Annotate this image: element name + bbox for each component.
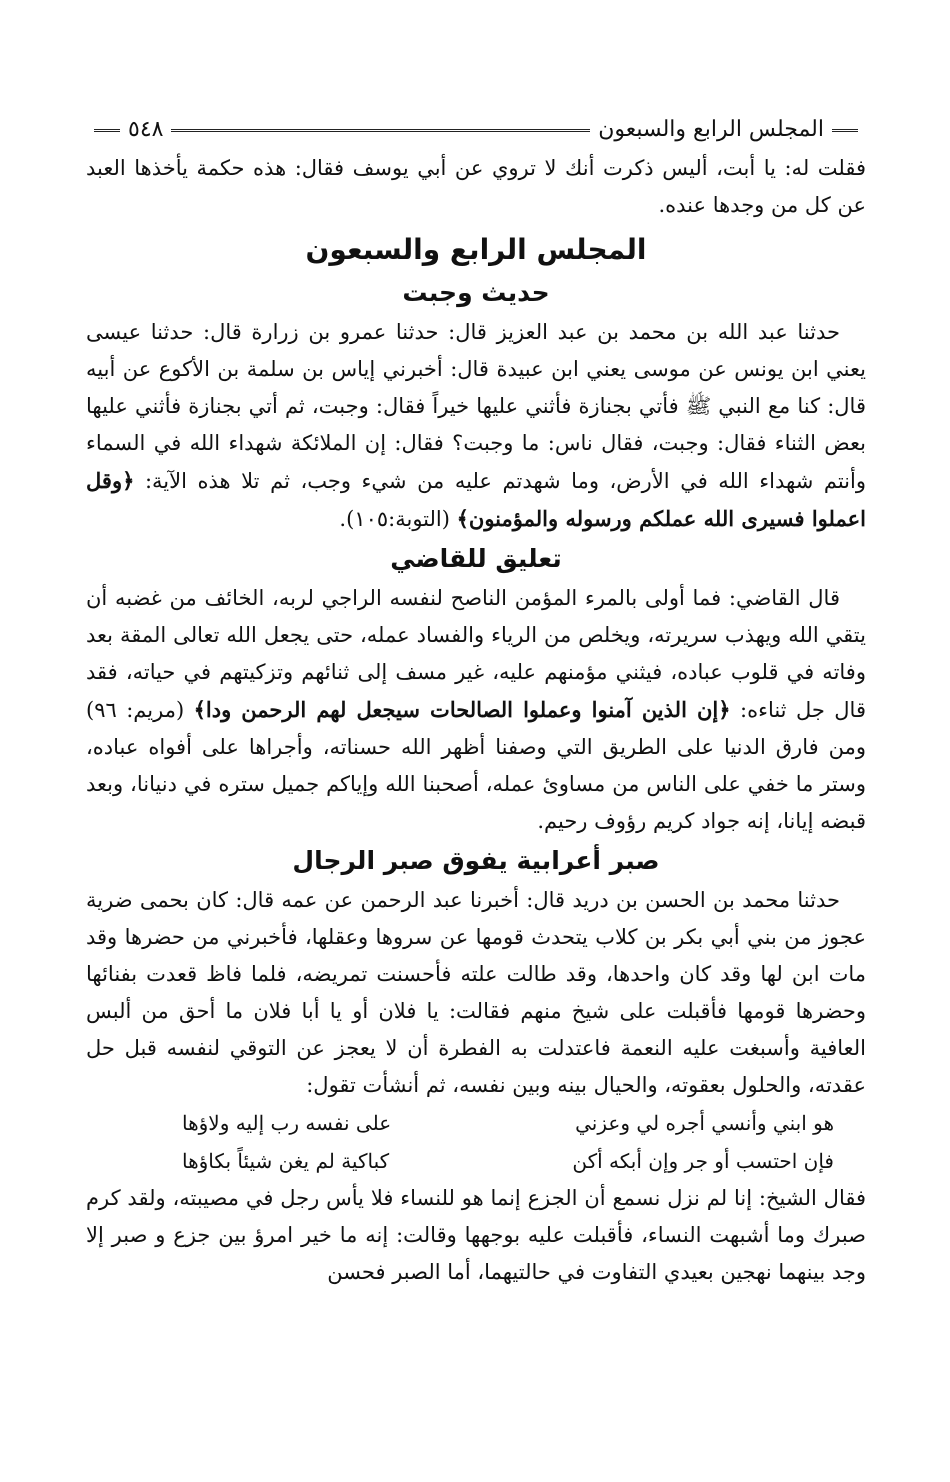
poem-hemistich-1b: على نفسه رب إليه ولاؤها — [182, 1111, 392, 1135]
intro-paragraph — [86, 150, 866, 224]
book-page — [86, 110, 866, 1291]
commentary-title: تعليق للقاضي — [390, 544, 562, 573]
verse-citation: (التوبة:١٠٥). — [339, 507, 457, 531]
closing-paragraph — [86, 1180, 866, 1291]
poem-hemistich-2b: كباكية لم يغن شيئاً بكاؤها — [182, 1149, 390, 1173]
section-title: المجلس الرابع والسبعون — [305, 233, 647, 266]
intro-line-1: فقلت له: يا أبت، أليس ذكرت أنك لا تروي عن أبي يوسف فقال: هذه حكمة يأخذها — [134, 156, 866, 180]
section-subtitle: حديث وجبت — [402, 278, 550, 307]
commentary-text-2: (مريم: ٩٦) ومن فارق الدنيا على الطريق التي وصفنا أظهر الله حسناته، وأجراها على أفواه عباده، وستر ما خفي على الناس من مساوئ عمله، أصحبنا الله وإياكم جميل ستره في دنيانا، وبعد قبضه إيانا، إنه جواد كريم رؤوف رحيم. — [86, 698, 866, 833]
header-rule-left — [94, 129, 120, 132]
story-text: حدثنا محمد بن الحسن بن دريد قال: أخبرنا عبد الرحمن عن عمه قال: كان بحمى ضرية عجوز من بني أبي بكر بن كلاب يتحدث قومها عن سروها وعقلها، فأخبرني من حضرها وقد مات ابن لها وقد كان واحدها، وقد طالت علته فأحسنت تمريضه، فلما فاظ قعدت بفنائها وحضرها قومها فأقبلت على شيخ منهم فقالت: يا فلان أو يا أبا فلان ما أحق من ألبس العافية وأسبغت عليه النعمة فاعتدلت به الفطرة أن لا يعجز عن التوقي لنفسه قبل حل عقدته، والحلول بعقوته، والحيال بينه وبين نفسه، ثم أنشأت تقول: — [86, 888, 866, 1097]
running-header — [86, 110, 866, 150]
commentary-text-1: قال القاضي: فما أولى بالمرء المؤمن الناصح لنفسه الراجي لربه، الخائف من غضبه أن يتقي الله ويهذب سريرته، ويخلص من الرياء والفساد عمله، حتى يجعل الله تعالى المقة بعد وفاته في قلوب عباده، فيثني مؤمنهم عليه، غير مسف إلى ثنائهم وتزكيتهم في حياته، فقد قال جل ثناءه: — [86, 586, 866, 722]
hadith-text: حدثنا عبد الله بن محمد بن عبد العزيز قال: حدثنا عمرو بن زرارة قال: حدثنا عيسى يعني ابن يونس عن موسى يعني ابن عبيدة قال: أخبرني إياس بن سلمة بن الأكوع عن أبيه قال: كنا مع النبي ﷺ فأتي بجنازة فأثني عليها خيراً فقال: وجبت، ثم أتي بجنازة فأثني عليها بعض الثناء فقال: وجبت، فقال ناس: ما وجبت؟ فقال: إن الملائكة شهداء الله في السماء وأنتم شهداء الله في الأرض، وما شهدتم عليه من شيء وجب، ثم تلا هذه الآية: — [86, 320, 866, 493]
poem-hemistich-1a: هو ابني وأنسي أجره لي وعزني — [575, 1111, 834, 1135]
hadith-paragraph — [86, 314, 866, 538]
story-paragraph — [86, 882, 866, 1104]
header-rule — [171, 129, 590, 132]
header-rule-right — [832, 129, 858, 132]
commentary-paragraph — [86, 580, 866, 840]
page-number: ٥٤٨ — [128, 117, 164, 142]
poem-verse-2 — [86, 1142, 866, 1180]
quran-verse: ﴿وقل اعملوا فسيرى الله عملكم ورسوله والمؤمنون﴾ — [86, 468, 866, 531]
story-title: صبر أعرابية يفوق صبر الرجال — [292, 846, 660, 875]
quran-verse-2: ﴿إن الذين آمنوا وعملوا الصالحات سيجعل لهم الرحمن ودا﴾ — [193, 697, 731, 722]
intro-line-2: العبد عن كل من وجدها عنده. — [86, 156, 866, 217]
poem-verse-1 — [86, 1104, 866, 1142]
running-title: المجلس الرابع والسبعون — [598, 117, 824, 142]
closing-text: فقال الشيخ: إنا لم نزل نسمع أن الجزع إنما هو للنساء فلا يأس رجل في مصيبته، ولقد كرم صبرك وما أشبهت النساء، فأقبلت عليه بوجهها وقالت: إنه ما خير امرؤ بين جزع و صبر إلا وجد بينهما نهجين بعيدي التفاوت في حالتيهما، أما الصبر فحسن — [86, 1186, 866, 1284]
poem-hemistich-2a: فإن احتسب أو جر وإن أبكه أكن — [572, 1149, 834, 1173]
